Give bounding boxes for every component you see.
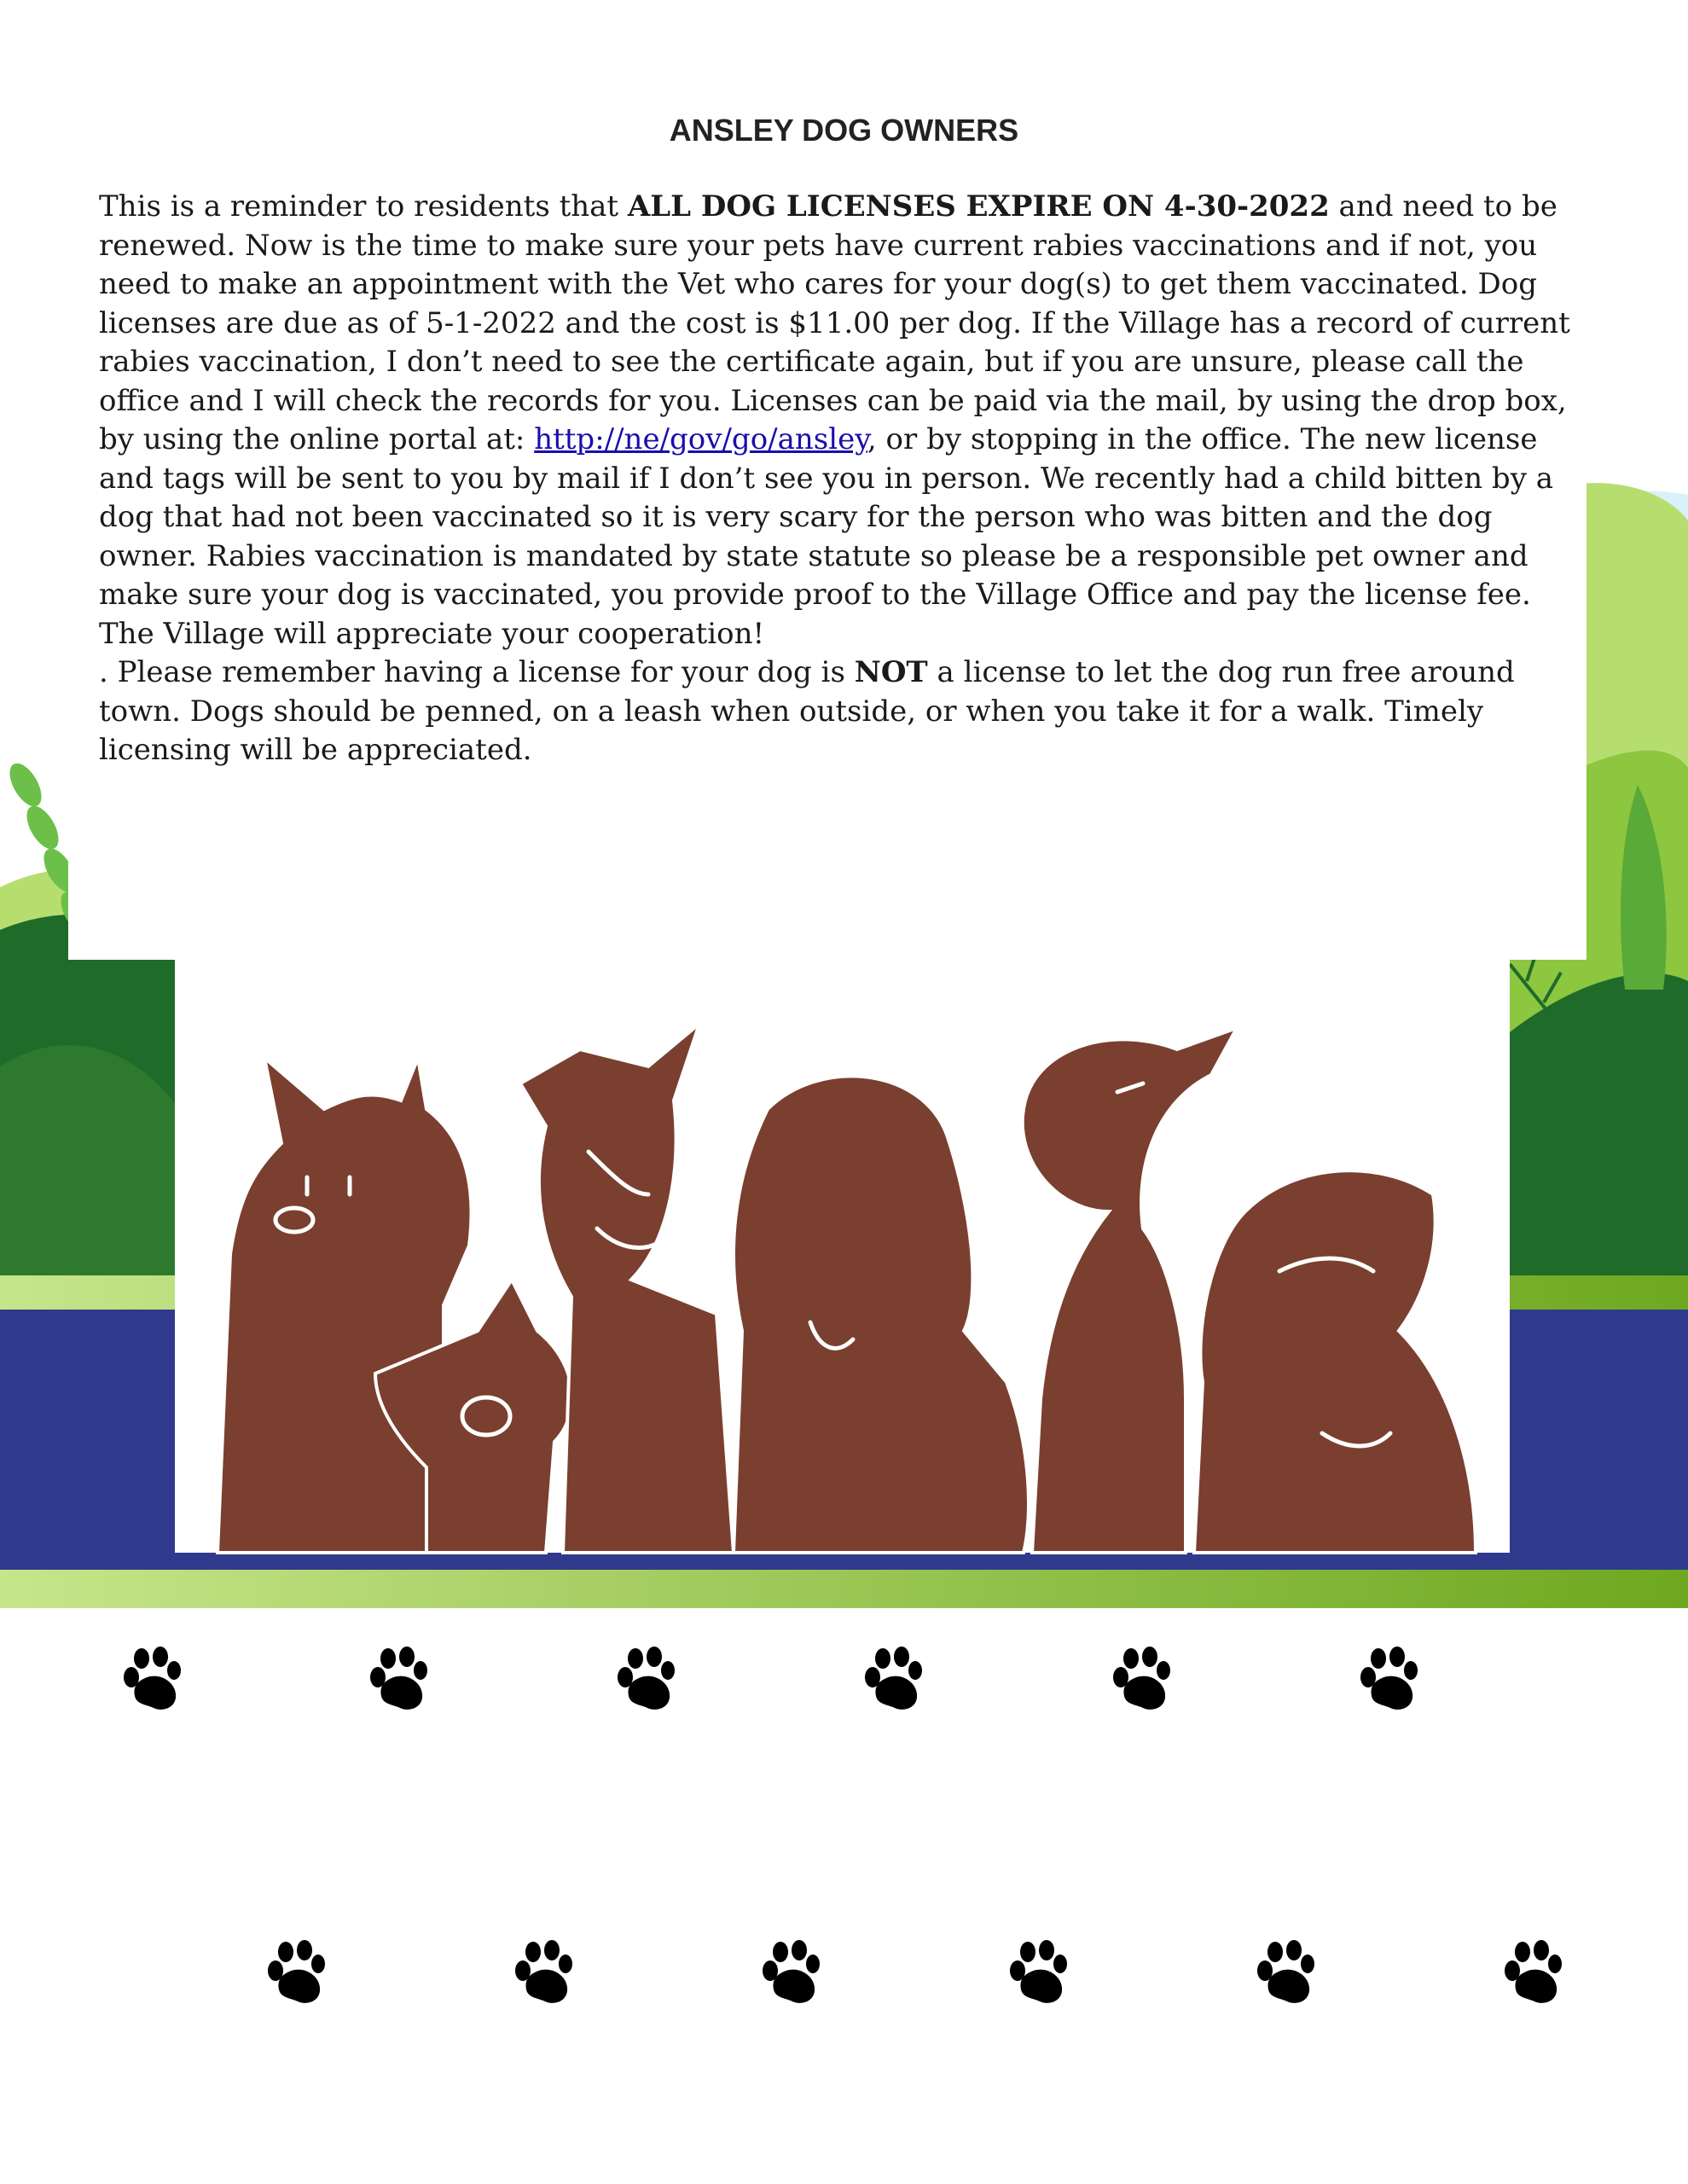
paw-print-icon xyxy=(1105,1645,1174,1715)
paw-print-icon xyxy=(363,1645,431,1715)
paw-print-icon xyxy=(1002,1938,1070,2008)
paw-print-icon xyxy=(1250,1938,1318,2008)
paw-print-icon xyxy=(610,1645,678,1715)
paragraph-2-intro: . Please remember having a license for your dog is xyxy=(99,655,855,689)
paragraph-1-closing: , or by stopping in the office. The new license and tags will be sent to you by mail if I don’t see you in person. We recently had a child bitten by a dog that had not been vaccinated so it is very scary for the person who was bitten and the dog owner. Rabies vaccination is mandated by state statute so please be a responsible pet owner and make sure your dog is vaccinated, you provide proof to the Village Office and pay the license fee. The Village will appreciate your cooperation! xyxy=(99,422,1553,651)
notice-body xyxy=(99,188,1583,770)
right-hill-dark xyxy=(1510,973,1688,1297)
paw-print-icon xyxy=(1353,1645,1421,1715)
paw-print-icon xyxy=(755,1938,823,2008)
paragraph-1-intro: This is a reminder to residents that xyxy=(99,189,628,224)
paw-print-icon xyxy=(260,1938,328,2008)
expiry-emphasis: ALL DOG LICENSES EXPIRE ON 4-30-2022 xyxy=(627,189,1330,224)
paw-print-icon xyxy=(116,1645,184,1715)
not-emphasis: NOT xyxy=(854,655,928,689)
paw-print-icon xyxy=(857,1645,925,1715)
notice-paragraph-1 xyxy=(99,188,1583,653)
page-title: ANSLEY DOG OWNERS xyxy=(669,113,1019,148)
paragraph-1-details: and need to be renewed. Now is the time to make sure your pets have current rabies vaccinations and if not, you need to make an appointment with the Vet who cares for your dog(s) to get them vaccinated. Dog licenses are due as of 5-1-2022 and the cost is $11.00 per dog. If the Village has a record of current rabies vaccination, I don’t need to see the certificate again, but if you are unsure, please call the office and I will check the records for you. Licenses can be paid via the mail, by using the drop box, by using the online portal at: xyxy=(99,189,1570,456)
paragraph-2-rest: a license to let the dog run free around town. Dogs should be penned, on a leash when outside, or when you take it for a walk. Timely licensing will be appreciated. xyxy=(99,655,1515,767)
left-hill-mid xyxy=(0,1045,179,1280)
paw-print-icon xyxy=(508,1938,576,2008)
notice-paragraph-2 xyxy=(99,653,1583,770)
green-band xyxy=(0,1570,1688,1608)
online-portal-link[interactable]: http://ne/gov/go/ansley xyxy=(534,422,867,456)
paw-print-icon xyxy=(1497,1938,1565,2008)
